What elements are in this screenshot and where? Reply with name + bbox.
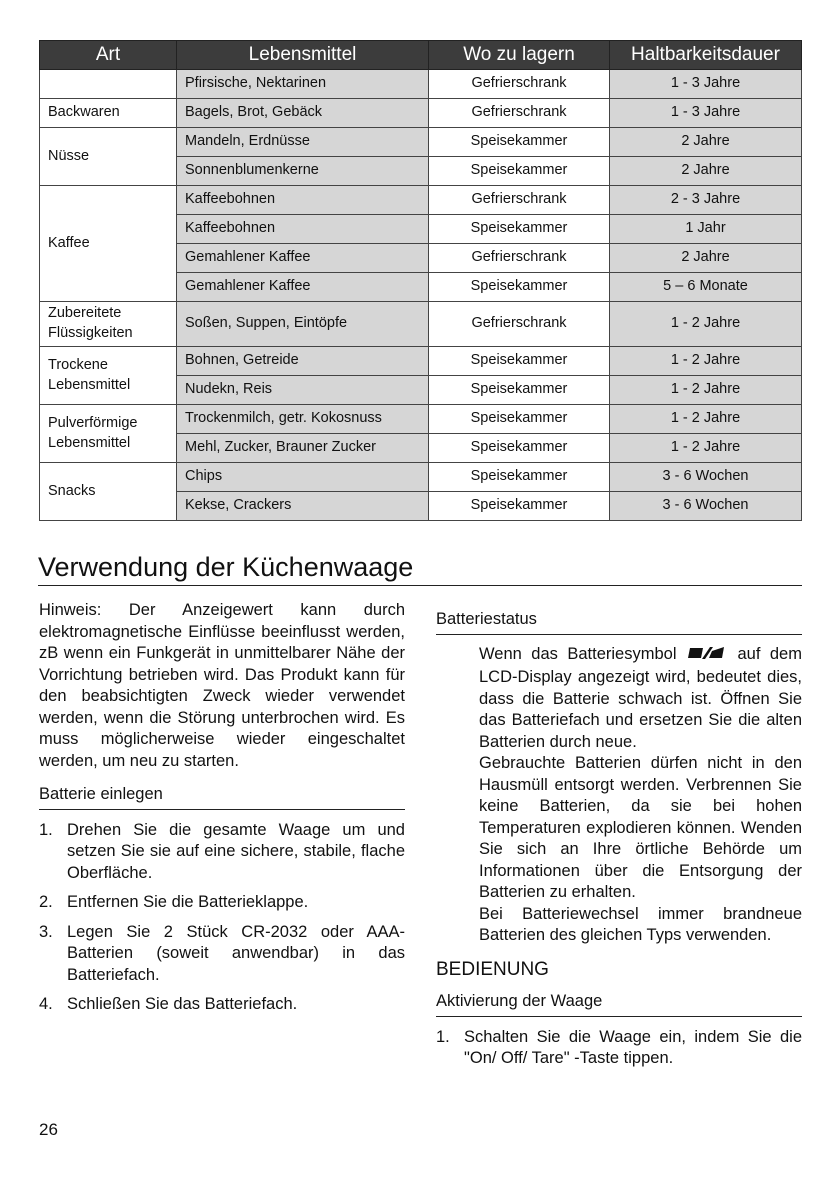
cell-art: Backwaren	[40, 99, 177, 128]
cell-lebensmittel: Mehl, Zucker, Brauner Zucker	[177, 434, 429, 463]
cell-art: Pulverförmige Lebensmittel	[40, 405, 177, 463]
page-number: 26	[39, 1120, 58, 1139]
cell-haltbarkeitsdauer: 1 Jahr	[610, 215, 802, 244]
section-title: Verwendung der Küchenwaage	[38, 550, 802, 586]
cell-haltbarkeitsdauer: 1 - 2 Jahre	[610, 434, 802, 463]
cell-haltbarkeitsdauer: 1 - 2 Jahre	[610, 302, 802, 347]
battery-status-heading: Batteriestatus	[436, 609, 802, 635]
battery-low-icon	[688, 645, 726, 668]
cell-wo-zu-lagern: Speisekammer	[429, 347, 610, 376]
cell-wo-zu-lagern: Gefrierschrank	[429, 70, 610, 99]
cell-wo-zu-lagern: Speisekammer	[429, 128, 610, 157]
battery-status-text-1: Wenn das Batteriesymbol	[479, 644, 677, 663]
cell-art	[40, 70, 177, 99]
cell-lebensmittel: Bohnen, Getreide	[177, 347, 429, 376]
battery-status-para-3: Bei Batteriewechsel immer brandneue Batterien des gleichen Typs verwenden.	[479, 904, 802, 944]
cell-wo-zu-lagern: Speisekammer	[429, 463, 610, 492]
step-text: Entfernen Sie die Batterieklappe.	[67, 893, 309, 911]
header-wo-zu-lagern: Wo zu lagern	[429, 41, 610, 70]
step-number: 1.	[436, 1027, 450, 1046]
table-header-row	[40, 41, 802, 70]
cell-wo-zu-lagern: Speisekammer	[429, 273, 610, 302]
table-row	[40, 186, 802, 215]
step-text: Schließen Sie das Batteriefach.	[67, 995, 298, 1013]
cell-haltbarkeitsdauer: 5 – 6 Monate	[610, 273, 802, 302]
battery-status-body	[436, 644, 802, 947]
cell-lebensmittel: Trockenmilch, getr. Kokosnuss	[177, 405, 429, 434]
cell-wo-zu-lagern: Gefrierschrank	[429, 244, 610, 273]
table-row	[40, 302, 802, 347]
cell-lebensmittel: Nudekn, Reis	[177, 376, 429, 405]
battery-status-text-2: auf dem LCD-Display angezeigt wird, bedeutet dies, dass die Batterie schwach ist. Öffnen Sie das Batteriefach und ersetzen Sie die alten Batterien durch neue.	[479, 644, 802, 751]
battery-status-para-1	[479, 644, 802, 754]
battery-insert-steps	[39, 820, 405, 1016]
battery-insert-heading: Batterie einlegen	[39, 784, 405, 810]
list-item	[39, 922, 405, 987]
cell-lebensmittel: Gemahlener Kaffee	[177, 273, 429, 302]
cell-haltbarkeitsdauer: 2 Jahre	[610, 157, 802, 186]
cell-wo-zu-lagern: Speisekammer	[429, 434, 610, 463]
note-text: Der Anzeigewert kann durch elektromagnetische Einflüsse beeinflusst werden, zB wenn ein Funkgerät in unmittelbarer Nähe der Vorrichtung betrieben wird. Das Produkt kann für den beabsichtigten Zweck wieder verwendet werden, wenn die Störung unterbrochen wird. Es muss möglicherweise wieder eingeschaltet werden, um neu zu starten.	[39, 601, 405, 770]
cell-haltbarkeitsdauer: 2 Jahre	[610, 244, 802, 273]
table-row	[40, 405, 802, 434]
cell-haltbarkeitsdauer: 1 - 2 Jahre	[610, 405, 802, 434]
table-body	[40, 70, 802, 521]
table-row	[40, 99, 802, 128]
note-label: Hinweis:	[39, 601, 102, 619]
cell-lebensmittel: Bagels, Brot, Gebäck	[177, 99, 429, 128]
cell-wo-zu-lagern: Speisekammer	[429, 405, 610, 434]
storage-table	[39, 40, 802, 521]
cell-wo-zu-lagern: Speisekammer	[429, 215, 610, 244]
cell-lebensmittel: Chips	[177, 463, 429, 492]
right-column	[436, 600, 802, 1078]
activation-steps	[436, 1027, 802, 1070]
cell-haltbarkeitsdauer: 2 - 3 Jahre	[610, 186, 802, 215]
cell-art: Trockene Lebensmittel	[40, 347, 177, 405]
note-paragraph	[39, 600, 405, 772]
cell-lebensmittel: Kaffeebohnen	[177, 186, 429, 215]
cell-lebensmittel: Sonnenblumenkerne	[177, 157, 429, 186]
list-item	[39, 994, 405, 1016]
left-column	[39, 600, 405, 1024]
step-number: 4.	[39, 995, 53, 1013]
step-text: Schalten Sie die Waage ein, indem Sie die "On/ Off/ Tare" -Taste tippen.	[464, 1027, 802, 1067]
list-item	[39, 820, 405, 885]
cell-haltbarkeitsdauer: 1 - 2 Jahre	[610, 347, 802, 376]
cell-lebensmittel: Gemahlener Kaffee	[177, 244, 429, 273]
cell-wo-zu-lagern: Gefrierschrank	[429, 302, 610, 347]
table-row	[40, 347, 802, 376]
cell-lebensmittel: Kekse, Crackers	[177, 492, 429, 521]
cell-art: Zubereitete Flüssigkeiten	[40, 302, 177, 347]
cell-wo-zu-lagern: Speisekammer	[429, 376, 610, 405]
cell-art: Nüsse	[40, 128, 177, 186]
step-number: 1.	[39, 820, 53, 839]
step-text: Legen Sie 2 Stück CR-2032 oder AAA-Batterien (soweit anwendbar) in das Batteriefach.	[67, 922, 405, 984]
cell-haltbarkeitsdauer: 3 - 6 Wochen	[610, 463, 802, 492]
list-item	[436, 1027, 802, 1070]
table-row	[40, 128, 802, 157]
step-number: 3.	[39, 922, 53, 941]
cell-wo-zu-lagern: Gefrierschrank	[429, 99, 610, 128]
table-row	[40, 70, 802, 99]
cell-art: Snacks	[40, 463, 177, 521]
table-row	[40, 463, 802, 492]
cell-lebensmittel: Mandeln, Erdnüsse	[177, 128, 429, 157]
cell-haltbarkeitsdauer: 2 Jahre	[610, 128, 802, 157]
cell-haltbarkeitsdauer: 1 - 3 Jahre	[610, 99, 802, 128]
header-haltbarkeitsdauer: Haltbarkeitsdauer	[610, 41, 802, 70]
cell-lebensmittel: Soßen, Suppen, Eintöpfe	[177, 302, 429, 347]
battery-status-para-2: Gebrauchte Batterien dürfen nicht in den Hausmüll entsorgt werden. Verbrennen Sie keine Batterien, da sie bei hohen Temperaturen explodieren können. Wenden Sie sich an Ihre örtliche Behörde um Informationen über die Entsorgung der Batterien zu erhalten.	[479, 754, 802, 901]
step-text: Drehen Sie die gesamte Waage um und setzen Sie sie auf eine sichere, stabile, flache Oberfläche.	[67, 820, 405, 882]
cell-wo-zu-lagern: Speisekammer	[429, 492, 610, 521]
cell-lebensmittel: Kaffeebohnen	[177, 215, 429, 244]
cell-art: Kaffee	[40, 186, 177, 302]
cell-wo-zu-lagern: Gefrierschrank	[429, 186, 610, 215]
cell-wo-zu-lagern: Speisekammer	[429, 157, 610, 186]
header-art: Art	[40, 41, 177, 70]
cell-lebensmittel: Pfirsische, Nektarinen	[177, 70, 429, 99]
step-number: 2.	[39, 893, 53, 911]
list-item	[39, 892, 405, 914]
cell-haltbarkeitsdauer: 1 - 3 Jahre	[610, 70, 802, 99]
header-lebensmittel: Lebensmittel	[177, 41, 429, 70]
operation-heading: BEDIENUNG	[436, 958, 549, 980]
cell-haltbarkeitsdauer: 1 - 2 Jahre	[610, 376, 802, 405]
activation-heading: Aktivierung der Waage	[436, 991, 802, 1017]
cell-haltbarkeitsdauer: 3 - 6 Wochen	[610, 492, 802, 521]
